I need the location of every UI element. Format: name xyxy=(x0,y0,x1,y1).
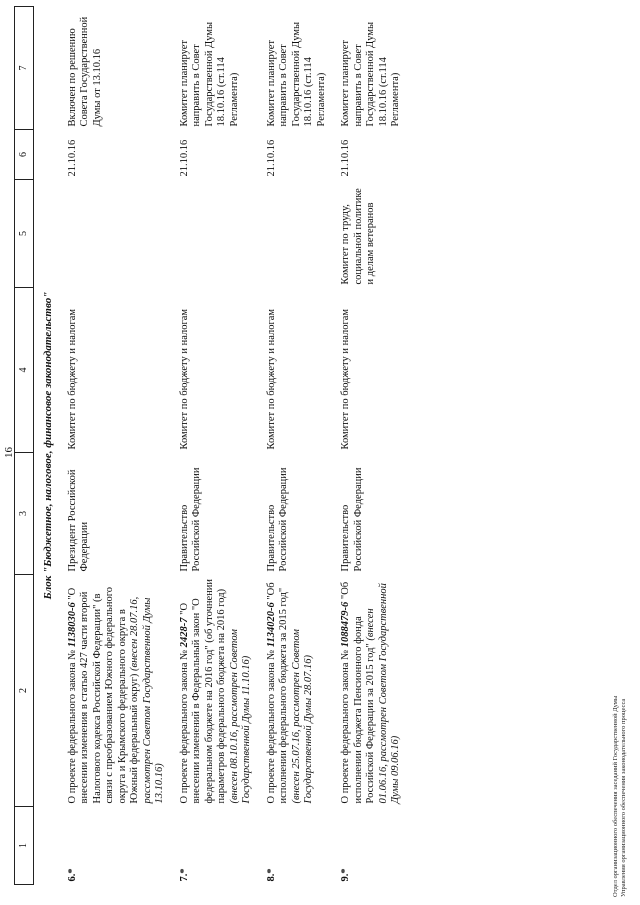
bill-title-cell xyxy=(260,575,335,807)
initiator: Правительство Российской Федерации xyxy=(265,467,289,572)
footer-line: Отдел организационного обеспечения заседаний Государственной Думы xyxy=(612,695,619,897)
date: 21.10.16 xyxy=(178,139,190,177)
column-number: 7 xyxy=(15,7,34,130)
row-number xyxy=(173,807,260,885)
column-number: 4 xyxy=(15,288,34,453)
bill-id: 1088479-6 xyxy=(340,601,351,648)
responsible-committee: Комитет по бюджету и налогам xyxy=(66,308,78,450)
table-row xyxy=(61,7,173,885)
table-row xyxy=(260,7,335,885)
date: 21.10.16 xyxy=(340,139,351,177)
bill-title-prefix: О проекте федерального закона № xyxy=(66,649,78,804)
table-row xyxy=(334,7,409,885)
status: Включен по решению Совета Государственной Думы от 13.10.16 xyxy=(66,16,103,127)
bill-title-cell xyxy=(334,575,409,807)
footer-line: Управления организационного обеспечения законодательного процесса xyxy=(620,698,627,897)
bill-title-cell xyxy=(61,575,173,807)
column-number: 3 xyxy=(15,453,34,575)
column-number: 1 xyxy=(15,807,34,885)
legislation-table xyxy=(14,6,409,885)
initiator: Президент Российской Федерации xyxy=(66,469,90,572)
row-number-text: 9.* xyxy=(340,868,351,882)
bill-title: "О внесении изменения в статью 427 части второй Налогового кодекса Российской Федерации" (в связи с преобразованием Южного федерального округа и Крымского федерального округа в Южный федеральный округ) xyxy=(66,587,140,804)
row-number xyxy=(61,807,173,885)
bill-title-prefix: О проекте федерального закона № xyxy=(340,649,351,804)
responsible-committee: Комитет по бюджету и налогам xyxy=(178,308,190,450)
status: Комитет планирует направить в Совет Государственной Думы 18.10.16 (ст.114 Регламента) xyxy=(178,21,240,127)
row-number xyxy=(260,807,335,885)
bill-title: "Об исполнении бюджета Пенсионного фонда Российской Федерации за 2015 год" xyxy=(340,581,376,804)
page-number: 16 xyxy=(3,447,15,458)
row-number xyxy=(334,807,409,885)
bill-id: 1134020-6 xyxy=(265,602,277,648)
column-number: 6 xyxy=(15,130,34,180)
responsible-committee: Комитет по бюджету и налогам xyxy=(340,308,351,450)
bill-id: 1138030-6 xyxy=(66,602,78,648)
bill-title-prefix: О проекте федерального закона № xyxy=(265,649,277,804)
block-heading-row xyxy=(34,7,61,885)
bill-title: "О внесении изменений в Федеральный закон "О федеральном бюджете на 2016 год" (об уточнении параметров федерального бюджета на 2016 год) xyxy=(178,578,227,804)
co-executor-committee: Комитет по труду, социальной политике и делам ветеранов xyxy=(340,188,376,285)
bill-note: (внесен 08.10.16, рассмотрен Советом Государственной Думы 11.10.16) xyxy=(228,629,252,804)
row-number-text: 7.* xyxy=(178,868,190,882)
status: Комитет планирует направить в Совет Государственной Думы 18.10.16 (ст.114 Регламента) xyxy=(265,21,327,127)
co-executor-committee xyxy=(260,180,335,288)
bill-title-cell xyxy=(173,575,260,807)
co-executor-committee xyxy=(173,180,260,288)
block-title: Блок "Бюджетное, налоговое, финансовое законодательство" xyxy=(42,291,54,600)
bill-title-prefix: О проекте федерального закона № xyxy=(178,649,190,804)
date: 21.10.16 xyxy=(265,139,277,177)
row-number-text: 6.* xyxy=(66,868,78,882)
column-number: 2 xyxy=(15,575,34,807)
bill-note: (внесен 25.07.16, рассмотрен Советом Государственной Думы 28.07.16) xyxy=(290,629,314,804)
row-number-text: 8.* xyxy=(265,868,277,882)
initiator: Правительство Российской Федерации xyxy=(178,467,202,572)
column-number-header xyxy=(15,7,34,885)
bill-note: (внесен 28.07.16, рассмотрен Советом Государственной Думы 13.10.16) xyxy=(129,596,165,804)
bill-title: "Об исполнении федерального бюджета за 2015 год" xyxy=(265,582,289,804)
responsible-committee: Комитет по бюджету и налогам xyxy=(265,308,277,450)
date: 21.10.16 xyxy=(66,139,78,177)
column-number: 5 xyxy=(15,180,34,288)
status: Комитет планирует направить в Совет Государственной Думы 18.10.16 (ст.114 Регламента) xyxy=(340,21,401,127)
bill-id: 2428-7 xyxy=(178,617,190,648)
footer xyxy=(612,696,628,897)
co-executor-committee xyxy=(61,180,173,288)
bill-note: (внесен 01.06.16, рассмотрен Советом Государственной Думы 09.06.16) xyxy=(365,583,401,804)
table-row xyxy=(173,7,260,885)
initiator: Правительство Российской Федерации xyxy=(340,467,364,572)
